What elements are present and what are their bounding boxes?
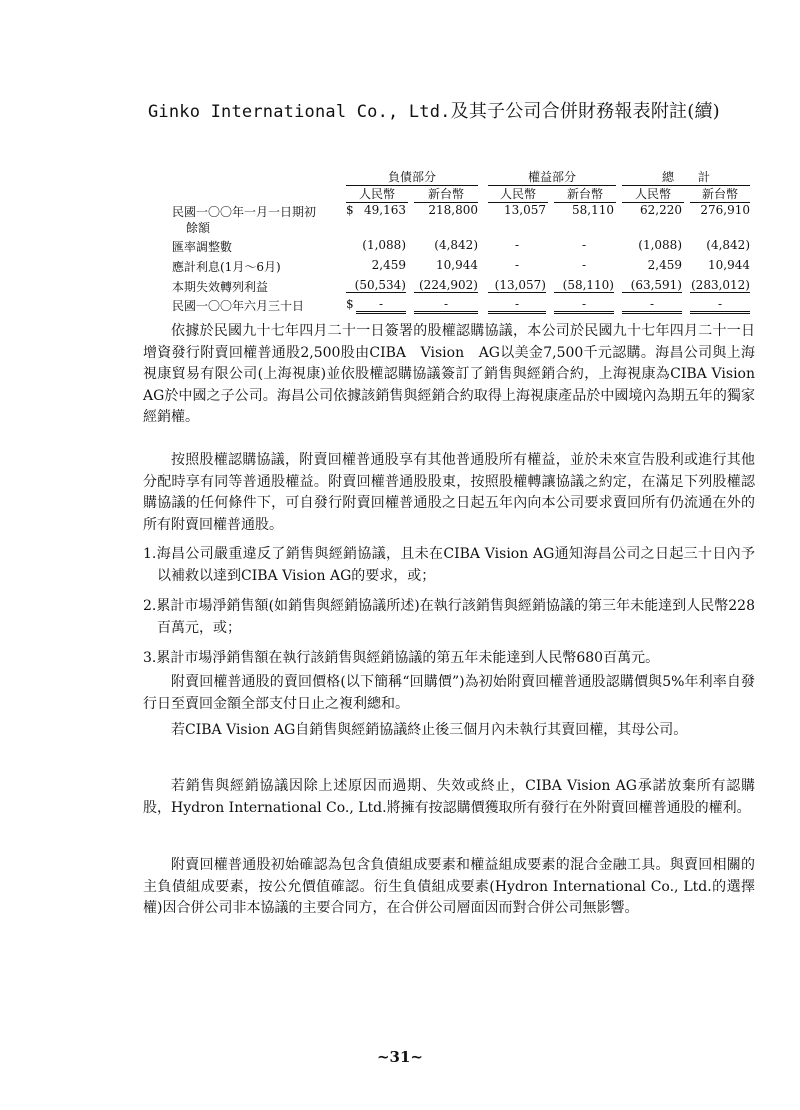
table-cell: (283,012) (691, 278, 750, 292)
row-label: 本期失效轉列利益 (172, 280, 269, 294)
table-cell: (4,842) (434, 238, 478, 252)
paragraph-recognition: 附賣回權普通股初始確認為包含負債組成要素和權益組成要素的混合金融工具。與賣回相關的主負債組成要素，按公允價值確認。衍生負債組成要素(Hydron International Co., Ltd.的選擇權)因合併公司非本協議的主要合同方，在合併公司層面因而對合併公司無影響。 (143, 857, 755, 916)
paragraph-rights: 按照股權認購協議，附賣回權普通股享有其他普通股所有權益，並於未來宣告股利或進行其他分配時享有同等普通股權益。附賣回權普通股股東，按照股權轉讓協議之約定，在滿足下列股權認購協議的任何條件下，可自發行附賣回權普通股之日起五年內向本公司要求賣回所有仍流通在外的所有附賣回權普通股。 (143, 452, 755, 533)
sub-header-liability-rmb: 人民幣 (346, 185, 408, 203)
table-cell: 58,110 (572, 203, 614, 217)
table-cell: - (581, 258, 587, 272)
table-cell: (224,902) (414, 278, 478, 293)
currency-prefix: $ (346, 297, 354, 311)
table-cell: - (554, 297, 614, 314)
table-cell: 2,459 (371, 258, 406, 272)
sub-header-total-rmb: 人民幣 (622, 185, 684, 203)
sub-header-equity-twd: 新台幣 (554, 185, 616, 203)
list-item: 1.海昌公司嚴重違反了銷售與經銷協議，且未在CIBA Vision AG通知海昌公司之日起三十日內予以補救以達到CIBA Vision AG的要求，或； (143, 546, 755, 584)
currency-prefix: $ (346, 203, 354, 217)
sub-header-equity-rmb: 人民幣 (488, 185, 548, 203)
table-cell: 2,459 (647, 258, 682, 272)
table-cell: 218,800 (428, 203, 478, 217)
table-cell: - (514, 258, 520, 272)
title-rest: 及其子公司合併財務報表附註(續) (450, 101, 720, 122)
group-header-total: 總 計 (622, 168, 750, 186)
table-cell: (50,534) (346, 278, 406, 293)
row-label: 民國一〇〇年六月三十日 (172, 299, 305, 313)
page-number: ~31~ (376, 1048, 423, 1066)
row-label: 匯率調整數 (172, 240, 233, 254)
table-cell: 13,057 (504, 203, 546, 217)
paragraph-expiry: 若銷售與經銷協議因除上述原因而過期、失效或終止，CIBA Vision AG承諾放棄所有認購股，Hydron International Co., Ltd.將擁有按認購價獲取所有發行在外附賣回權普通股的權利。 (143, 778, 755, 816)
bond-table (0, 0, 800, 320)
table-cell: 10,944 (436, 258, 478, 272)
table-cell: - (622, 297, 682, 314)
table-cell: (63,591) (622, 278, 682, 293)
table-cell: (13,057) (488, 278, 546, 293)
table-cell: - (581, 238, 587, 252)
table-cell: - (488, 297, 546, 314)
table-cell: (1,088) (362, 238, 406, 252)
paragraph-termination: 若CIBA Vision AG自銷售與經銷協議終止後三個月內未執行其賣回權，其母公司。 (171, 722, 688, 738)
table-cell: - (414, 297, 478, 314)
table-cell: 62,220 (640, 203, 682, 217)
list-item: 2.累計市場淨銷售額(如銷售與經銷協議所述)在執行該銷售與經銷協議的第三年未能達到人民幣228百萬元，或； (143, 598, 755, 636)
table-cell: (4,842) (706, 238, 750, 252)
group-header-liability: 負債部分 (346, 168, 478, 186)
table-cell: 10,944 (708, 258, 750, 272)
list-item: 3.累計市場淨銷售額在執行該銷售與經銷協議的第五年未能達到人民幣680百萬元。 (143, 650, 660, 666)
sub-header-total-twd: 新台幣 (690, 185, 750, 203)
table-cell: (58,110) (554, 278, 614, 293)
table-cell: (1,088) (638, 238, 682, 252)
table-cell: 276,910 (700, 203, 750, 217)
paragraph-price: 附賣回權普通股的賣回價格(以下簡稱“回購價”)為初始附賣回權普通股認購價與5%年利率自發行日至賣回金額全部支付日止之複利總和。 (143, 674, 755, 712)
company-name: Ginko International Co., Ltd. (148, 102, 451, 122)
row-label: 民國一〇〇年一月一日期初 (172, 205, 317, 219)
table-cell: - (356, 297, 406, 314)
row-label: 應計利息(1月～6月) (172, 260, 281, 274)
table-cell: - (514, 238, 520, 252)
table-cell: 49,163 (364, 203, 406, 217)
group-header-equity: 權益部分 (488, 168, 616, 186)
paragraph-agreement: 依據於民國九十七年四月二十一日簽署的股權認購協議，本公司於民國九十七年四月二十一日增資發行附賣回權普通股2,500股由CIBA Vision AG以美金7,500千元認購。海昌公司與上海視康貿易有限公司(上海視康)並依股權認購協議簽訂了銷售與經銷合約，上海視康為CIBA Vision AG於中國之子公司。海昌公司依據該銷售與經銷合約取得上海視康產品於中國境內為期五年的獨家經銷權。 (143, 323, 755, 425)
sub-header-liability-twd: 新台幣 (414, 185, 478, 203)
row-label-cont: 餘額 (186, 221, 211, 235)
table-cell: - (690, 297, 750, 314)
